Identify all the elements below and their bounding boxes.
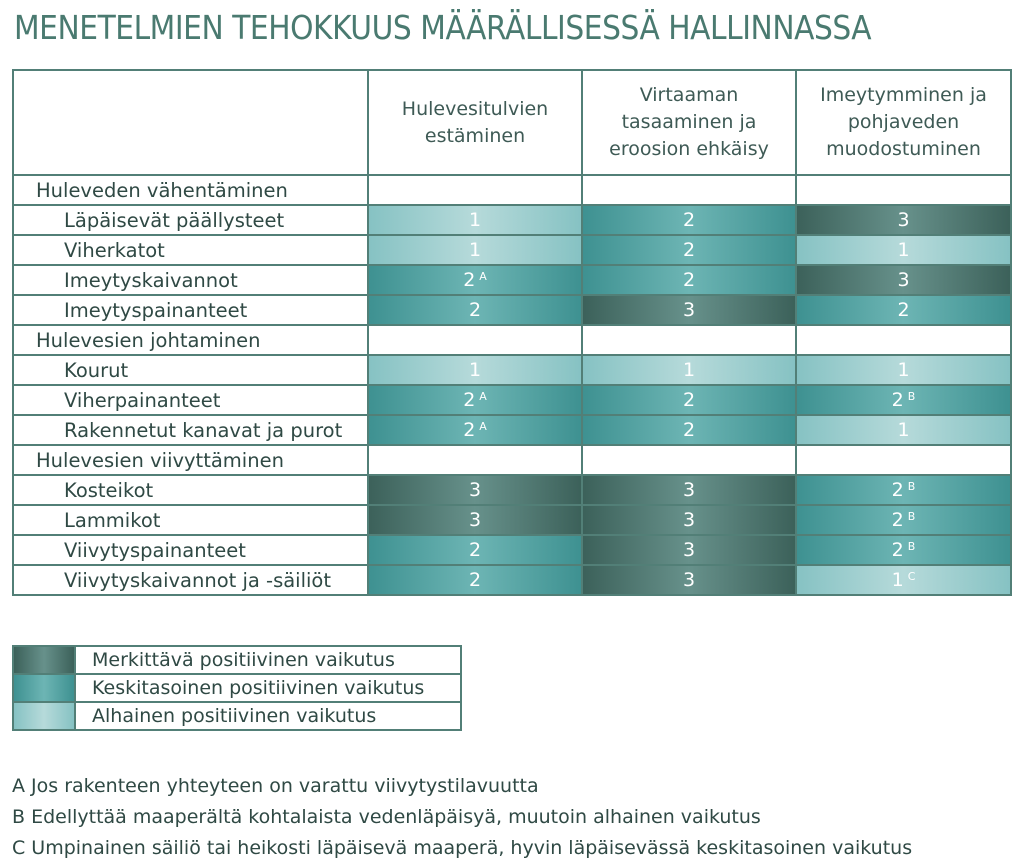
rating-value: 2 xyxy=(682,209,696,231)
row-label: Viherpainanteet xyxy=(13,385,368,415)
rating-value: 1 xyxy=(897,419,910,441)
column-header: Hulevesitulvien estäminen xyxy=(368,70,582,175)
category-row xyxy=(13,175,1011,205)
rating-cell xyxy=(796,235,1011,265)
rating-cell xyxy=(582,475,796,505)
footnotes xyxy=(12,771,912,864)
rating-value: 2 xyxy=(468,569,482,591)
category-label: Hulevesien viivyttäminen xyxy=(13,445,368,475)
footnote-marker: B xyxy=(907,390,916,403)
rating-cell xyxy=(796,565,1011,595)
legend-label: Keskitasoinen positiivinen vaikutus xyxy=(75,674,461,702)
rating-cell xyxy=(368,295,582,325)
row-label: Imeytyskaivannot xyxy=(13,265,368,295)
row-label: Imeytyspainanteet xyxy=(13,295,368,325)
rating-value: 1 xyxy=(897,239,910,261)
rating-value: 1 xyxy=(891,569,904,591)
column-header: Virtaaman tasaaminen ja eroosion ehkäisy xyxy=(582,70,796,175)
column-header: Imeytymminen ja pohjaveden muodostuminen xyxy=(796,70,1011,175)
rating-value: 3 xyxy=(682,539,696,561)
rating-value: 1 xyxy=(468,239,482,261)
category-label: Hulevesien johtaminen xyxy=(13,325,368,355)
empty-cell xyxy=(796,325,1011,355)
rating-cell xyxy=(796,475,1011,505)
rating-value: 3 xyxy=(682,479,696,501)
category-row xyxy=(13,325,1011,355)
category-label: Huleveden vähentäminen xyxy=(13,175,368,205)
rating-cell xyxy=(796,415,1011,445)
table-row xyxy=(13,385,1011,415)
corner-cell xyxy=(13,70,368,175)
table-row xyxy=(13,205,1011,235)
rating-cell xyxy=(796,295,1011,325)
empty-cell xyxy=(582,325,796,355)
empty-cell xyxy=(582,175,796,205)
rating-value: 2 xyxy=(682,239,696,261)
legend-item xyxy=(13,674,461,702)
legend-item xyxy=(13,646,461,674)
legend-label: Alhainen positiivinen vaikutus xyxy=(75,702,461,730)
legend-label: Merkittävä positiivinen vaikutus xyxy=(75,646,461,674)
rating-value: 2 xyxy=(682,389,696,411)
rating-cell xyxy=(582,565,796,595)
rating-cell xyxy=(368,505,582,535)
rating-cell xyxy=(796,205,1011,235)
rating-cell xyxy=(796,385,1011,415)
effectiveness-table xyxy=(12,69,1012,596)
table-row xyxy=(13,265,1011,295)
rating-cell xyxy=(582,355,796,385)
empty-cell xyxy=(796,175,1011,205)
header-row xyxy=(13,70,1011,175)
category-row xyxy=(13,445,1011,475)
rating-cell xyxy=(368,535,582,565)
footnote-marker: A xyxy=(479,390,487,403)
empty-cell xyxy=(796,445,1011,475)
rating-cell xyxy=(796,505,1011,535)
rating-value: 2 xyxy=(468,539,482,561)
rating-value: 3 xyxy=(468,509,482,531)
page-title: MENETELMIEN TEHOKKUUS MÄÄRÄLLISESSÄ HALLINNASSA xyxy=(14,8,872,47)
row-label: Viherkatot xyxy=(13,235,368,265)
rating-cell xyxy=(582,295,796,325)
table-row xyxy=(13,475,1011,505)
legend xyxy=(12,645,462,731)
table-row xyxy=(13,535,1011,565)
table-row xyxy=(13,235,1011,265)
rating-cell xyxy=(796,535,1011,565)
table-body xyxy=(13,175,1011,595)
rating-cell xyxy=(368,205,582,235)
table-row xyxy=(13,415,1011,445)
rating-value: 2 xyxy=(897,299,910,321)
table-row xyxy=(13,295,1011,325)
empty-cell xyxy=(368,445,582,475)
rating-cell xyxy=(582,505,796,535)
empty-cell xyxy=(368,175,582,205)
rating-value: 2 xyxy=(891,539,904,561)
rating-value: 3 xyxy=(682,569,696,591)
legend-swatch xyxy=(13,674,75,702)
rating-cell xyxy=(368,265,582,295)
rating-cell xyxy=(582,265,796,295)
rating-cell xyxy=(368,475,582,505)
rating-value: 2 xyxy=(463,389,476,411)
rating-cell xyxy=(582,205,796,235)
rating-value: 2 xyxy=(682,419,696,441)
footnote-marker: B xyxy=(907,540,916,553)
rating-cell xyxy=(368,415,582,445)
row-label: Kosteikot xyxy=(13,475,368,505)
rating-value: 1 xyxy=(468,359,482,381)
rating-value: 1 xyxy=(897,359,910,381)
footnote-marker: A xyxy=(479,420,487,433)
row-label: Rakennetut kanavat ja purot xyxy=(13,415,368,445)
rating-cell xyxy=(368,565,582,595)
row-label: Läpäisevät päällysteet xyxy=(13,205,368,235)
legend-swatch xyxy=(13,646,75,674)
rating-cell xyxy=(582,415,796,445)
footnote-marker: B xyxy=(907,510,916,523)
rating-value: 3 xyxy=(682,299,696,321)
footnote: A Jos rakenteen yhteyteen on varattu viivytystilavuutta xyxy=(12,775,539,797)
rating-cell xyxy=(582,385,796,415)
footnote-marker: B xyxy=(907,480,916,493)
rating-cell xyxy=(368,355,582,385)
empty-cell xyxy=(582,445,796,475)
empty-cell xyxy=(368,325,582,355)
rating-cell xyxy=(368,235,582,265)
rating-value: 3 xyxy=(468,479,482,501)
rating-cell xyxy=(368,385,582,415)
row-label: Viivytyskaivannot ja -säiliöt xyxy=(13,565,368,595)
row-label: Lammikot xyxy=(13,505,368,535)
row-label: Viivytyspainanteet xyxy=(13,535,368,565)
rating-cell xyxy=(582,235,796,265)
rating-value: 1 xyxy=(468,209,482,231)
rating-cell xyxy=(582,535,796,565)
rating-cell xyxy=(796,355,1011,385)
rating-value: 2 xyxy=(468,299,482,321)
table-row xyxy=(13,565,1011,595)
rating-value: 2 xyxy=(891,479,904,501)
rating-value: 3 xyxy=(897,209,910,231)
rating-value: 2 xyxy=(891,509,904,531)
row-label: Kourut xyxy=(13,355,368,385)
rating-value: 1 xyxy=(682,359,696,381)
legend-swatch xyxy=(13,702,75,730)
footnote: B Edellyttää maaperältä kohtalaista vedenläpäisyä, muutoin alhainen vaikutus xyxy=(12,806,761,828)
footnote-marker: C xyxy=(907,570,916,583)
rating-value: 2 xyxy=(891,389,904,411)
rating-value: 3 xyxy=(682,509,696,531)
legend-item xyxy=(13,702,461,730)
footnote: C Umpinainen säiliö tai heikosti läpäisevä maaperä, hyvin läpäisevässä keskitasoinen vaikutus xyxy=(12,837,913,859)
footnote-marker: A xyxy=(479,270,487,283)
table-row xyxy=(13,355,1011,385)
rating-value: 2 xyxy=(682,269,696,291)
rating-value: 2 xyxy=(463,269,476,291)
table-row xyxy=(13,505,1011,535)
rating-cell xyxy=(796,265,1011,295)
rating-value: 2 xyxy=(463,419,476,441)
rating-value: 3 xyxy=(897,269,910,291)
